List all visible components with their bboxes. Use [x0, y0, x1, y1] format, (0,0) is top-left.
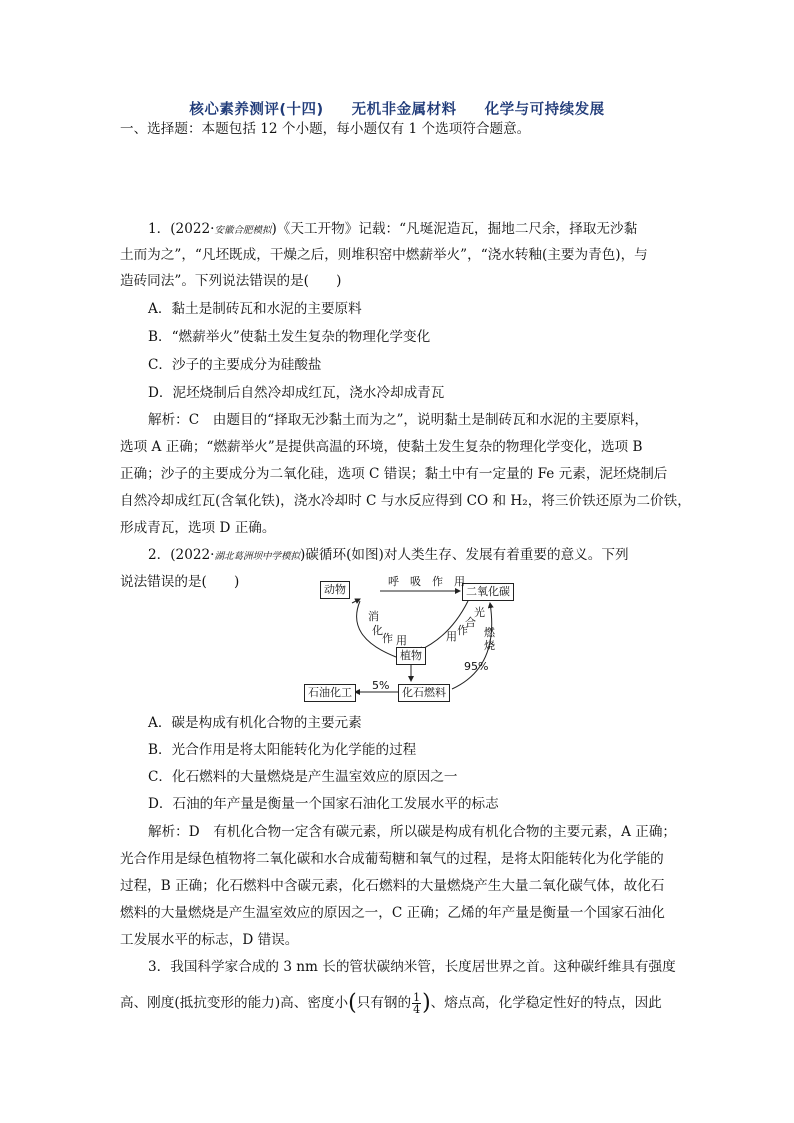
label-digestion-3: 作 [382, 632, 393, 645]
section-heading: 一、选择题：本题包括 12 个小题，每小题仅有 1 个选项符合题意。 [120, 121, 531, 137]
label-combust-2: 烧 [484, 639, 495, 652]
label-combust-1: 燃 [484, 626, 495, 639]
title-part-1: 核心素养测评(十四) [189, 102, 324, 118]
node-co2: 二氧化碳 [462, 583, 514, 601]
q1-line-1 [148, 220, 637, 240]
q2-analysis-3: 过程，B 正确；化石燃料中含碳元素，化石燃料的大量燃烧产生大量二氧化碳气体，故化石 [120, 878, 665, 894]
q2-line-1 [148, 546, 629, 566]
q3-line-2b: 、熔点高，化学稳定性好的特点，因此 [430, 995, 662, 1011]
q1-analysis-1: 解析：C 由题目的“择取无沙黏土而为之”，说明黏土是制砖瓦和水泥的主要原料， [148, 412, 649, 428]
q1-analysis-3: 正确；沙子的主要成分为二氧化硅，选项 C 错误；黏土中有一定量的 Fe 元素，泥坯烧制后 [120, 466, 668, 482]
q3-line-2-mid: 只有钢的 [356, 995, 412, 1011]
q1-line-2: 土而为之”，“凡坯既成，干燥之后，则堆积窑中燃薪举火”，“浇水转釉(主要为青色)，与 [120, 247, 648, 263]
q2-option-a: A．碳是构成有机化合物的主要元素 [148, 715, 362, 731]
q2-option-c: C．化石燃料的大量燃烧是产生温室效应的原因之一 [148, 769, 458, 785]
carbon-cycle-diagram [300, 575, 510, 707]
q3-line-2 [120, 992, 662, 1015]
q1-analysis-4: 自然冷却成红瓦(含氧化铁)，浇水冷却时 C 与水反应得到 CO 和 H₂，将三价铁还原为二价铁， [120, 493, 691, 509]
q1-option-c: C．沙子的主要成分为硅酸盐 [148, 357, 322, 373]
q1-option-b: B．“燃薪举火”使黏土发生复杂的物理化学变化 [148, 329, 431, 345]
q1-option-a: A．黏土是制砖瓦和水泥的主要原料 [148, 301, 362, 317]
q1-stem-1: )《天工开物》记载：“凡埏泥造瓦，掘地二尺余，择取无沙黏 [271, 221, 638, 237]
q2-option-b: B．光合作用是将太阳能转化为化学能的过程 [148, 742, 417, 758]
q2-line-2: 说法错误的是( ) [120, 574, 240, 590]
q1-line-3: 造砖同法”。下列说法错误的是( ) [120, 273, 342, 289]
q3-line-2a: 高、刚度(抵抗变形的能力)高、密度小 [120, 995, 349, 1011]
node-plant: 植物 [396, 647, 426, 665]
q2-stem-1: )碳循环(如图)对人类生存、发展有着重要的意义。下列 [299, 547, 629, 563]
q2-analysis-1: 解析：D 有机化合物一定含有碳元素，所以碳是构成有机化合物的主要元素，A 正确； [148, 824, 677, 840]
q2-number: 2．(2022· [148, 547, 215, 563]
fraction-numerator: 1 [413, 991, 421, 1004]
node-animal: 动物 [320, 581, 350, 599]
q2-source: 湖北葛洲坝中学模拟 [214, 551, 300, 562]
title-part-3: 化学与可持续发展 [484, 102, 605, 118]
page-title [0, 98, 794, 119]
label-photo-3: 作 [457, 624, 468, 637]
paren-close: ) [422, 990, 431, 1016]
q1-source: 安徽合肥模拟 [214, 225, 272, 236]
q2-option-d: D．石油的年产量是衡量一个国家石油化工发展水平的标志 [148, 796, 499, 812]
paren-open: ( [348, 990, 357, 1016]
label-digestion-4: 用 [396, 634, 407, 647]
label-5pct: 5% [372, 679, 390, 692]
label-photo-2: 合 [465, 616, 476, 629]
label-95pct: 95% [464, 660, 489, 673]
q1-analysis-5: 形成青瓦，选项 D 正确。 [120, 520, 276, 536]
node-fossil-fuel: 化石燃料 [398, 684, 450, 702]
fraction-one-quarter [412, 992, 421, 1015]
label-digestion-1: 消 [368, 610, 379, 623]
label-photo-4: 用 [446, 630, 457, 643]
q1-number: 1．(2022· [148, 221, 215, 237]
q1-analysis-2: 选项 A 正确；“燃薪举火”是提供高温的环境，使黏土发生复杂的物理化学变化，选项 B [120, 439, 643, 455]
label-digestion-2: 化 [372, 624, 383, 637]
q2-analysis-2: 光合作用是绿色植物将二氧化碳和水合成葡萄糖和氧气的过程，是将太阳能转化为化学能的 [120, 851, 664, 867]
q2-analysis-5: 工发展水平的标志，D 错误。 [120, 932, 299, 948]
node-petrochemical: 石油化工 [304, 684, 356, 702]
q1-option-d: D．泥坯烧制后自然冷却成红瓦，浇水冷却成青瓦 [148, 385, 445, 401]
q3-line-1: 3．我国科学家合成的 3 nm 长的管状碳纳米管，长度居世界之首。这种碳纤维具有强度 [148, 959, 676, 975]
label-respiration: 呼 吸 作 用 [388, 575, 465, 588]
title-part-2: 无机非金属材料 [351, 102, 457, 118]
q2-analysis-4: 燃料的大量燃烧是产生温室效应的原因之一，C 正确；乙烯的年产量是衡量一个国家石油化 [120, 905, 665, 921]
fraction-denominator: 4 [413, 1003, 421, 1016]
label-photo-1: 光 [474, 606, 485, 619]
